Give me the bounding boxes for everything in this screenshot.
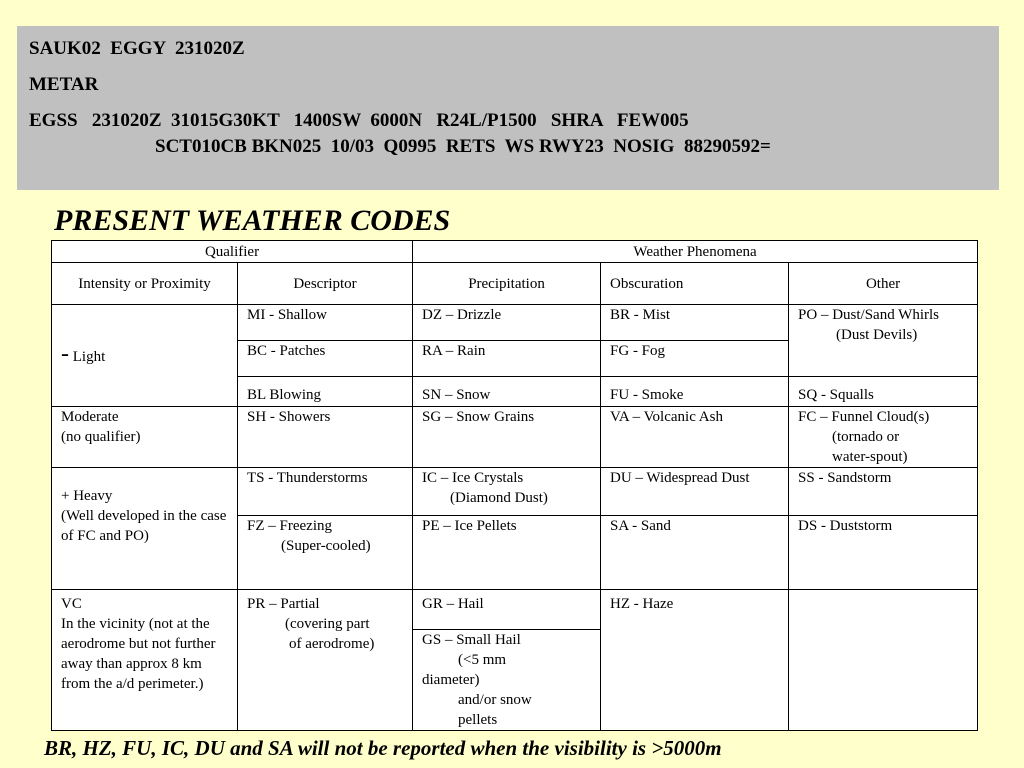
descriptor-pr-note-1: (covering part bbox=[285, 616, 370, 632]
descriptor-fz-note: (Super-cooled) bbox=[281, 538, 371, 554]
heavy-note: (Well developed in the case of FC and PO) bbox=[61, 508, 227, 544]
other-fc-note-2: water-spout) bbox=[832, 449, 908, 465]
obsc-sa: SA - Sand bbox=[601, 516, 789, 590]
other-fc bbox=[789, 407, 978, 468]
qualifier-header: Qualifier bbox=[52, 241, 413, 263]
precip-ra: RA – Rain bbox=[413, 341, 601, 377]
vc-note: In the vicinity (not at the aerodrome but not further away than approx 8 km from the a/d perimeter.) bbox=[61, 616, 216, 692]
other-sq: SQ - Squalls bbox=[789, 377, 978, 407]
other-column-header: Other bbox=[789, 263, 978, 305]
metar-line-2: SCT010CB BKN025 10/03 Q0995 RETS WS RWY23 NOSIG 88290592= bbox=[155, 136, 771, 157]
present-weather-table bbox=[51, 240, 978, 731]
other-po bbox=[789, 305, 978, 377]
precip-sn: SN – Snow bbox=[413, 377, 601, 407]
intensity-column-header: Intensity or Proximity bbox=[52, 263, 238, 305]
intensity-moderate bbox=[52, 407, 238, 468]
other-ds: DS - Duststorm bbox=[789, 516, 978, 590]
descriptor-pr-note-2: of aerodrome) bbox=[289, 636, 375, 652]
obscuration-column-header: Obscuration bbox=[601, 263, 789, 305]
precip-pe: PE – Ice Pellets bbox=[413, 516, 601, 590]
precip-gs-note-1: (<5 mm bbox=[458, 652, 507, 668]
descriptor-column-header: Descriptor bbox=[238, 263, 413, 305]
intensity-light bbox=[52, 305, 238, 407]
metar-type: METAR bbox=[29, 74, 99, 95]
intensity-vc bbox=[52, 590, 238, 731]
obsc-du: DU – Widespread Dust bbox=[601, 468, 789, 516]
precip-ic-label: IC – Ice Crystals bbox=[422, 470, 524, 486]
descriptor-bl: BL Blowing bbox=[238, 377, 413, 407]
descriptor-bc: BC - Patches bbox=[238, 341, 413, 377]
other-ss: SS - Sandstorm bbox=[789, 468, 978, 516]
metar-line-1: EGSS 231020Z 31015G30KT 1400SW 6000N R24L/P1500 SHRA FEW005 bbox=[29, 110, 689, 131]
other-empty bbox=[789, 590, 978, 731]
visibility-footnote: BR, HZ, FU, IC, DU and SA will not be reported when the visibility is >5000m bbox=[44, 736, 978, 761]
descriptor-sh: SH - Showers bbox=[238, 407, 413, 468]
precip-dz: DZ – Drizzle bbox=[413, 305, 601, 341]
precip-gs-note-3: and/or snow bbox=[458, 692, 532, 708]
precip-gr: GR – Hail bbox=[413, 590, 601, 630]
descriptor-fz bbox=[238, 516, 413, 590]
other-po-note: (Dust Devils) bbox=[836, 327, 918, 343]
moderate-note: (no qualifier) bbox=[61, 429, 141, 445]
other-fc-label: FC – Funnel Cloud(s) bbox=[798, 409, 930, 425]
precip-sg: SG – Snow Grains bbox=[413, 407, 601, 468]
obsc-va: VA – Volcanic Ash bbox=[601, 407, 789, 468]
obsc-br: BR - Mist bbox=[601, 305, 789, 341]
descriptor-fz-label: FZ – Freezing bbox=[247, 518, 332, 534]
precip-gs bbox=[413, 630, 601, 731]
other-po-label: PO – Dust/Sand Whirls bbox=[798, 307, 939, 323]
weather-phenomena-header: Weather Phenomena bbox=[413, 241, 978, 263]
intensity-heavy bbox=[52, 468, 238, 590]
metar-report-box bbox=[17, 26, 999, 190]
heavy-label: + Heavy bbox=[61, 488, 113, 504]
obsc-fu: FU - Smoke bbox=[601, 377, 789, 407]
obsc-hz: HZ - Haze bbox=[601, 590, 789, 731]
light-sign: - bbox=[61, 341, 69, 367]
vc-label: VC bbox=[61, 596, 82, 612]
descriptor-pr bbox=[238, 590, 413, 731]
descriptor-mi: MI - Shallow bbox=[238, 305, 413, 341]
page-title: PRESENT WEATHER CODES bbox=[54, 204, 451, 237]
moderate-label: Moderate bbox=[61, 409, 119, 425]
precip-gs-note-4: pellets bbox=[458, 712, 498, 728]
descriptor-ts: TS - Thunderstorms bbox=[238, 468, 413, 516]
obsc-fg: FG - Fog bbox=[601, 341, 789, 377]
precipitation-column-header: Precipitation bbox=[413, 263, 601, 305]
metar-bulletin-header: SAUK02 EGGY 231020Z bbox=[29, 38, 245, 59]
precip-ic bbox=[413, 468, 601, 516]
other-fc-note-1: (tornado or bbox=[832, 429, 900, 445]
precip-gs-label: GS – Small Hail bbox=[422, 632, 521, 648]
descriptor-pr-label: PR – Partial bbox=[247, 596, 320, 612]
precip-ic-note: (Diamond Dust) bbox=[450, 490, 548, 506]
light-label: Light bbox=[72, 349, 106, 365]
precip-gs-note-2: diameter) bbox=[422, 672, 480, 688]
